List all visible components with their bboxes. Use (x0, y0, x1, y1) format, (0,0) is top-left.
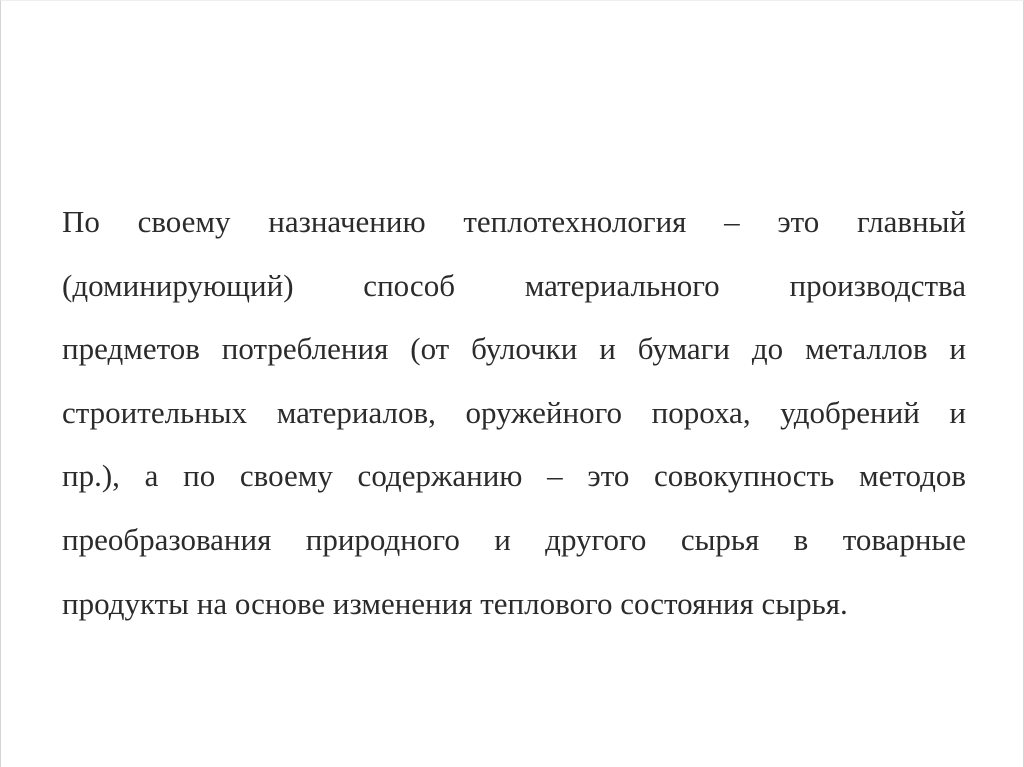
paragraph-line-1: По своему назначению теплотехнология – это главный (62, 204, 966, 239)
paragraph-line-4: строительных материалов, оружейного пороха, удобрений и (62, 394, 966, 430)
paragraph-line-7: продукты на основе изменения теплового состояния сырья. (62, 585, 848, 621)
paragraph-line-3: предметов потребления (от булочки и бумаги до металлов и (62, 331, 966, 367)
paragraph (62, 190, 966, 635)
paragraph-line-5: пр.), а по своему содержанию – это совокупность методов (62, 458, 966, 494)
paragraph-line-2: (доминирующий) способ материального производства (62, 267, 966, 303)
paragraph-line-6: преобразования природного и другого сырья в товарные (62, 521, 966, 557)
